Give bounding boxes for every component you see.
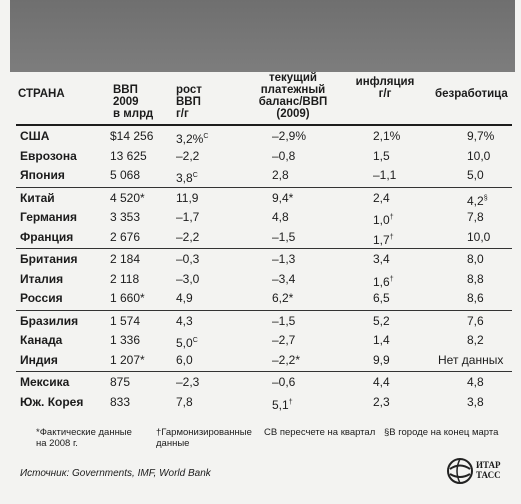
cell-gdp: 1 336 xyxy=(110,333,141,347)
cell-growth: 3,2%$^C$ xyxy=(176,132,209,146)
cell-unemployment: 5,0 xyxy=(467,168,484,182)
cell-inflation: 2,4 xyxy=(373,190,390,205)
cell-growth: 4,3 xyxy=(176,313,193,328)
header-country: СТРАНА xyxy=(18,88,65,100)
header-divider xyxy=(16,124,512,126)
cell-unemployment: 7,6 xyxy=(467,313,484,328)
footnote-mark: † xyxy=(389,275,394,283)
table-row xyxy=(16,393,512,413)
group-divider xyxy=(16,310,512,311)
cell-unemployment: Нет данных xyxy=(438,352,504,367)
cell-balance: 2,8 xyxy=(272,168,289,182)
cell-balance: –3,4 xyxy=(272,271,296,286)
cell-gdp: 2 118 xyxy=(110,271,140,286)
table-body xyxy=(16,127,512,412)
cell-balance: –1,5 xyxy=(272,229,296,244)
cell-inflation: 2,1% xyxy=(373,129,401,143)
table-row xyxy=(16,351,512,371)
cell-country: Мексика xyxy=(20,375,70,389)
cell-inflation: 4,4 xyxy=(373,375,390,389)
group-divider xyxy=(16,371,512,372)
cell-country: Италия xyxy=(20,271,64,286)
table-row xyxy=(16,147,512,167)
cell-gdp: 1 574 xyxy=(110,313,141,328)
cell-gdp: 833 xyxy=(110,394,131,409)
cell-unemployment: 7,8 xyxy=(467,210,484,224)
table-row xyxy=(16,331,512,351)
cell-growth: 6,0 xyxy=(176,352,193,367)
cell-country: Германия xyxy=(20,210,78,224)
header-inflation: инфляция г/г xyxy=(355,76,415,100)
cell-gdp: 2 184 xyxy=(110,252,141,266)
cell-unemployment: 10,0 xyxy=(467,229,491,244)
footnote-mark: † xyxy=(389,233,394,241)
cell-growth: –2,2 xyxy=(176,229,200,244)
cell-country: Россия xyxy=(20,291,63,305)
cell-balance: –1,5 xyxy=(272,313,296,328)
cell-balance: –2,9% xyxy=(272,129,307,143)
cell-gdp: 13 625 xyxy=(110,148,147,163)
itar-tass-logo xyxy=(445,456,511,492)
footnote-mark: C xyxy=(192,172,198,179)
cell-inflation: 6,5 xyxy=(373,291,390,305)
cell-inflation: 1,6† xyxy=(373,274,394,289)
cell-balance: –2,2* xyxy=(272,352,301,367)
cell-unemployment: 8,2 xyxy=(467,333,484,347)
cell-gdp: 1 660* xyxy=(110,291,145,305)
cell-balance: 6,2* xyxy=(272,291,294,305)
table-row xyxy=(16,250,512,270)
table-row xyxy=(16,312,512,332)
cell-balance: 5,1† xyxy=(272,397,293,412)
table-row xyxy=(16,373,512,393)
footnote-harmonized: †Гармонизированные данные xyxy=(156,427,252,449)
cell-unemployment: 8,6 xyxy=(467,291,484,305)
cell-gdp: 4 520* xyxy=(110,190,145,205)
cell-gdp: 1 207* xyxy=(110,352,145,367)
table-row xyxy=(16,289,512,309)
logo-text: ИТАР ТАСС xyxy=(476,460,501,480)
cell-balance: 4,8 xyxy=(272,210,289,224)
cell-balance: –2,7 xyxy=(272,333,296,347)
globe-icon xyxy=(445,456,475,486)
cell-gdp: 2 676 xyxy=(110,229,141,244)
cell-inflation: 3,4 xyxy=(373,252,390,266)
cell-inflation: 9,9 xyxy=(373,352,390,367)
footnote-mark: † xyxy=(389,214,394,221)
cell-inflation: 5,2 xyxy=(373,313,390,328)
cell-growth: –2,2 xyxy=(176,148,200,163)
table-row xyxy=(16,270,512,290)
cell-country: Индия xyxy=(20,352,58,367)
cell-growth: 4,9 xyxy=(176,291,193,305)
cell-country: Канада xyxy=(20,333,63,347)
cell-gdp: 875 xyxy=(110,375,131,389)
cell-gdp: $14 256 xyxy=(110,129,154,143)
cell-unemployment: 9,7% xyxy=(467,129,495,143)
cell-gdp: 5 068 xyxy=(110,168,141,182)
header-growth: рост ВВП г/г xyxy=(176,84,202,120)
cell-growth: –3,0 xyxy=(176,271,200,286)
group-divider xyxy=(16,248,512,249)
cell-growth: 7,8 xyxy=(176,394,193,409)
table-row xyxy=(16,166,512,186)
cell-country: Япония xyxy=(20,168,65,182)
table-row xyxy=(16,127,512,147)
header-unemployment: безработица xyxy=(435,88,508,100)
cell-balance: –0,8 xyxy=(272,148,296,163)
cell-growth: –0,3 xyxy=(176,252,200,266)
group-divider xyxy=(16,187,512,188)
cell-inflation: 2,3 xyxy=(373,394,390,409)
cell-country: Франция xyxy=(20,229,74,244)
cell-growth: $3,8^C$ xyxy=(176,171,198,185)
footnote-quarterly: CВ пересчете на квартал xyxy=(264,427,376,438)
cell-country: Китай xyxy=(20,190,55,205)
footnote-mark: C xyxy=(192,337,198,344)
footnotes xyxy=(16,427,512,457)
cell-unemployment: 3,8 xyxy=(467,394,484,409)
cell-country: Юж. Корея xyxy=(20,394,84,409)
cell-growth: –2,3 xyxy=(176,375,200,389)
cell-unemployment: 8,0 xyxy=(467,252,484,266)
cell-unemployment: 8,8 xyxy=(467,271,484,286)
cell-inflation: 1,0† xyxy=(373,213,394,227)
cell-country: Бразилия xyxy=(20,313,79,328)
cell-balance: –1,3 xyxy=(272,252,296,266)
cell-country: США xyxy=(20,129,50,143)
cell-unemployment: 4,2§ xyxy=(467,193,488,208)
table-row xyxy=(16,208,512,228)
cell-balance: –0,6 xyxy=(272,375,296,389)
source-line: Источник: Governments, IMF, World Bank xyxy=(20,468,211,479)
footnote-mark: § xyxy=(483,194,488,202)
header-gdp: ВВП 2009 в млрд xyxy=(113,84,154,120)
cell-country: Британия xyxy=(20,252,78,266)
cell-growth: –1,7 xyxy=(176,210,200,224)
cell-inflation: –1,1 xyxy=(373,168,397,182)
cell-country: Еврозона xyxy=(20,148,77,163)
cell-gdp: 3 353 xyxy=(110,210,141,224)
cell-growth: $5,0^C$ xyxy=(176,336,198,350)
cell-inflation: 1,4 xyxy=(373,333,390,347)
cell-inflation: 1,7† xyxy=(373,232,394,247)
table-row xyxy=(16,189,512,209)
table-row xyxy=(16,228,512,248)
cell-balance: 9,4* xyxy=(272,190,294,205)
footnote-mark: † xyxy=(288,398,293,406)
cell-growth: 11,9 xyxy=(176,190,199,205)
cell-unemployment: 10,0 xyxy=(467,148,491,163)
table-header xyxy=(16,72,512,120)
cell-inflation: 1,5 xyxy=(373,148,390,163)
photo-band xyxy=(10,0,515,72)
footnote-estimate: *Фактические данные на 2008 г. xyxy=(36,427,132,449)
footnote-end-march: §В городе на конец марта xyxy=(384,427,499,438)
header-balance: текущий платежный баланс/ВВП (2009) xyxy=(258,72,328,120)
footnote-mark: C xyxy=(203,133,209,140)
cell-unemployment: 4,8 xyxy=(467,375,484,389)
